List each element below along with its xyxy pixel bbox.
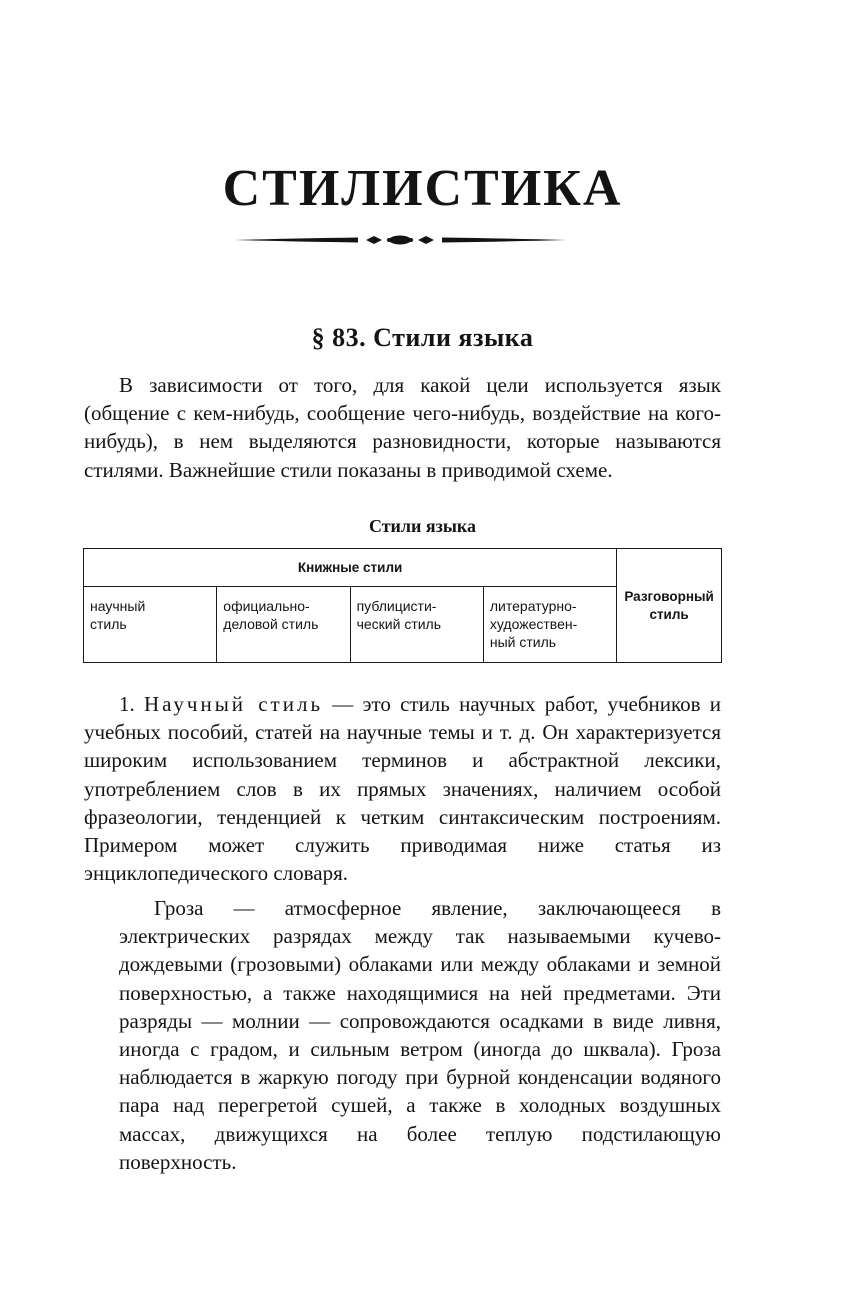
cell-line: деловой стиль: [223, 616, 319, 632]
item-text: — это стиль научных работ, учебников и учебных пособий, статей на научные темы и т. д. Он характеризуется широким использованием терминов и абстрактной лексики, употреблением слов в их прямых значениях, наличием особой фразеологии, тенденцией к четким синтаксическим построениям. Примером может служить приводимая ниже статья из энциклопедического словаря.: [84, 692, 722, 886]
book-styles-header: Книжные стили: [84, 549, 617, 587]
table-caption: Стили языка: [368, 516, 477, 536]
item-number: 1.: [119, 692, 135, 716]
cell-line: стиль: [90, 616, 127, 632]
style-cell-journalistic: [350, 587, 483, 663]
styles-table: [83, 548, 722, 663]
item-term: Научный стиль: [143, 692, 324, 716]
section-title: § 83. Стили языка: [311, 323, 534, 352]
spoken-style-cell: [617, 549, 722, 663]
item-1-paragraph: [84, 690, 721, 887]
style-cell-official: [217, 587, 350, 663]
style-cell-scientific: [84, 587, 217, 663]
chapter-title: СТИЛИСТИКА: [222, 160, 623, 217]
cell-line: ческий стиль: [356, 616, 442, 632]
spoken-style-line: стиль: [649, 606, 689, 622]
spoken-style-line: Разговорный: [624, 588, 714, 604]
intro-paragraph: В зависимости от того, для какой цели используется язык (общение с кем-нибудь, сообщение чего-нибудь, воздействие на кого-нибудь), в нем выделяются разновидности, которые называются стилями. Важнейшие стили показаны в приводимой схеме.: [84, 373, 721, 482]
cell-line: ный стиль: [489, 634, 557, 650]
cell-line: научный: [90, 598, 146, 614]
style-cell-literary: [483, 587, 616, 663]
cell-line: художествен-: [489, 616, 578, 632]
cell-line: официально-: [223, 598, 310, 614]
encyclopedia-quote: Гроза — атмосферное явление, заключающееся в электрических разрядах между так называемыми кучево-дождевыми (грозовыми) облаками или между облаками и земной поверхностью, а также находящимися на ней предметами. Эти разряды — молнии — сопровождаются осадками в виде ливня, иногда с градом, и сильным ветром (иногда до шквала). Гроза наблюдается в жаркую погоду при бурной конденсации водяного пара над перегретой сушей, а также в холодных воздушных массах, движущихся на более теплую подстилающую поверхность.: [119, 896, 721, 1174]
cell-line: литературно-: [489, 598, 577, 614]
ornament-divider: [230, 230, 570, 250]
cell-line: публицисти-: [356, 598, 437, 614]
